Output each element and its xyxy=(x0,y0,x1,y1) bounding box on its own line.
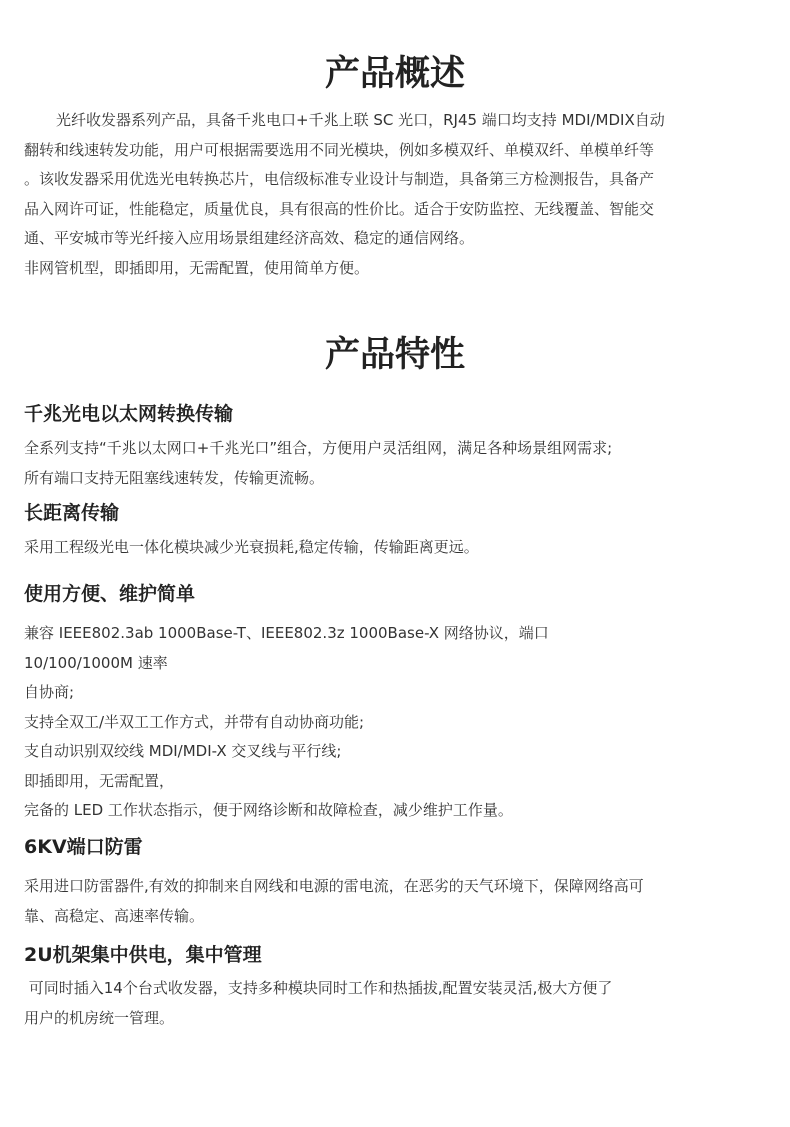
overview-line: 光纤收发器系列产品，具备千兆电口+千兆上联 SC 光口，RJ45 端口均支持 MDI/MDIX自动 xyxy=(56,111,665,129)
feature-line: 全系列支持“千兆以太网口+千兆光口”组合，方便用户灵活组网，满足各种场景组网需求; xyxy=(24,439,613,457)
feature-line: 完备的 LED 工作状态指示，便于网络诊断和故障检查，减少维护工作量。 xyxy=(24,801,513,819)
features-title: 产品特性 xyxy=(324,335,465,375)
feature-line: 采用进口防雷器件,有效的抑制来自网线和电源的雷电流，在恶劣的天气环境下，保障网络高可 xyxy=(24,877,644,895)
overview-paragraph xyxy=(24,106,764,283)
feature-text-lightning-protection xyxy=(24,872,764,931)
feature-line: 兼容 IEEE802.3ab 1000Base-T、IEEE802.3z 1000Base-X 网络协议，端口 xyxy=(24,624,549,642)
overview-line: 翻转和线速转发功能，用户可根据需要选用不同光模块，例如多模双纤、单模双纤、单模单纤等 xyxy=(24,140,655,159)
feature-line: 所有端口支持无阻塞线速转发，传输更流畅。 xyxy=(24,468,325,487)
feature-line: 可同时插入14个台式收发器，支持多种模块同时工作和热插拔,配置安装灵活,极大方便了 xyxy=(24,979,613,997)
feature-heading-easy-maintenance: 使用方便、维护简单 xyxy=(24,583,196,605)
feature-text-ethernet-conversion xyxy=(24,434,764,493)
feature-heading-ethernet-conversion: 千兆光电以太网转换传输 xyxy=(24,403,234,425)
feature-heading-rack-power: 2U机架集中供电，集中管理 xyxy=(24,944,262,966)
feature-line: 即插即用，无需配置， xyxy=(24,771,175,790)
overview-line: 品入网许可证，性能稳定，质量优良，具有很高的性价比。适合于安防监控、无线覆盖、智能交 xyxy=(24,199,655,218)
feature-heading-lightning-protection: 6KV端口防雷 xyxy=(24,836,143,858)
feature-line: 靠、高稳定、高速率传输。 xyxy=(24,906,205,925)
feature-line: 自协商; xyxy=(24,683,75,701)
feature-heading-long-distance: 长距离传输 xyxy=(24,502,120,524)
overview-line: 通、平安城市等光纤接入应用场景组建经济高效、稳定的通信网络。 xyxy=(24,229,475,247)
feature-line: 采用工程级光电一体化模块减少光衰损耗,稳定传输，传输距离更远。 xyxy=(24,538,479,556)
feature-text-long-distance xyxy=(24,533,764,563)
overview-line: 非网管机型，即插即用，无需配置，使用简单方便。 xyxy=(24,258,370,277)
feature-text-rack-power xyxy=(24,974,764,1033)
feature-line: 支持全双工/半双工工作方式，并带有自动协商功能; xyxy=(24,712,365,731)
overview-line: 。该收发器采用优选光电转换芯片，电信级标准专业设计与制造，具备第三方检测报告，具备产 xyxy=(24,170,655,188)
feature-line: 10/100/1000M 速率 xyxy=(24,653,168,672)
feature-text-easy-maintenance xyxy=(24,619,764,826)
overview-title: 产品概述 xyxy=(324,54,465,94)
feature-line: 支自动识别双绞线 MDI/MDI-X 交叉线与平行线; xyxy=(24,742,342,760)
feature-line: 用户的机房统一管理。 xyxy=(24,1008,175,1027)
